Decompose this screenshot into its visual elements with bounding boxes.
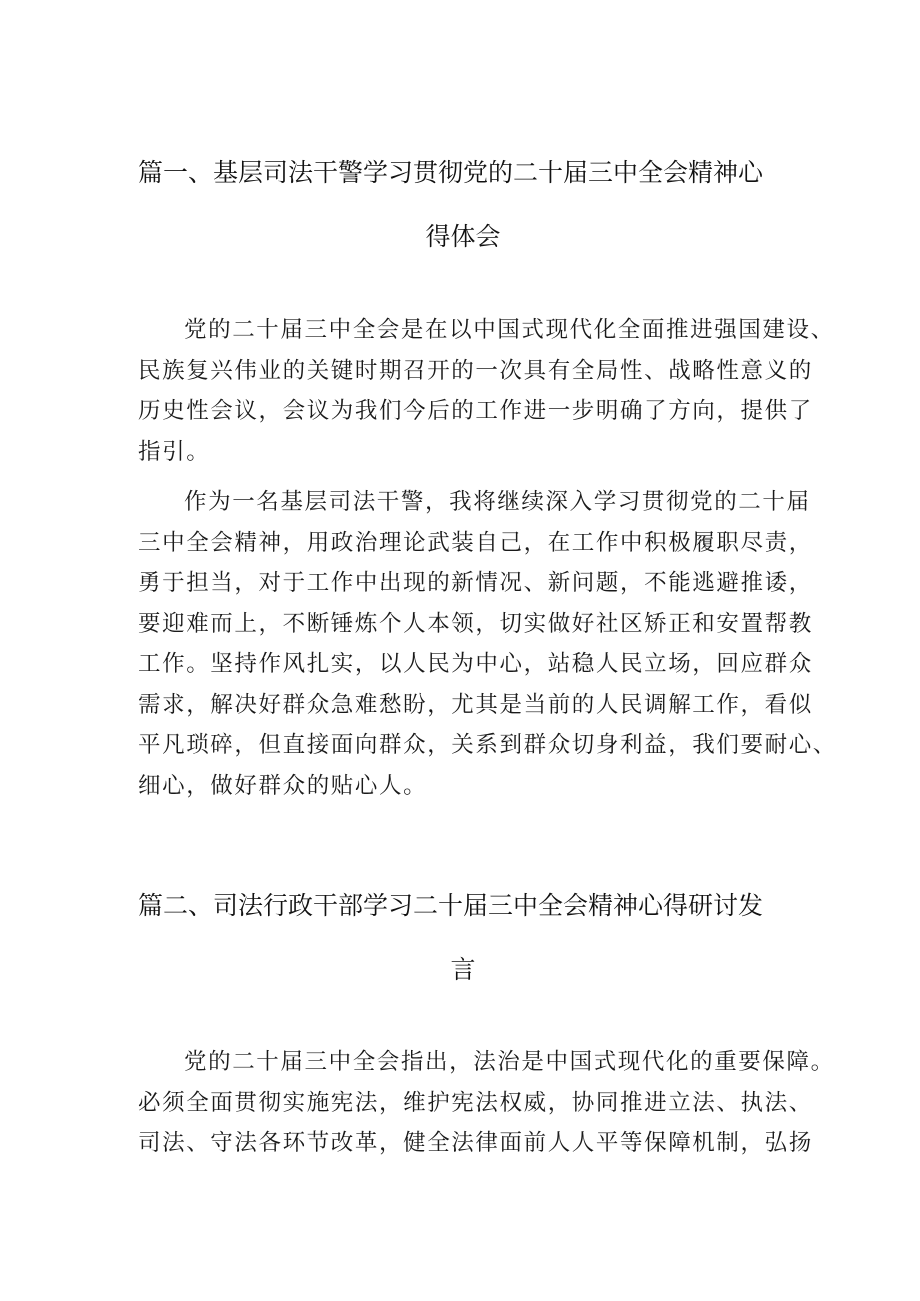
section-2-title-line-1: 篇二、司法行政干部学习二十届三中全会精神心得研讨发 <box>138 891 764 920</box>
section-2-title-line-2: 言 <box>450 955 476 984</box>
paragraph-line: 工作。坚持作风扎实，以人民为中心，站稳人民立场，回应群众 <box>138 651 813 677</box>
paragraph-line: 历史性会议，会议为我们今后的工作进一步明确了方向，提供了 <box>138 398 813 424</box>
section-1-title-line-2: 得体会 <box>425 222 501 251</box>
paragraph-line: 司法、守法各环节改革，健全法律面前人人平等保障机制，弘扬 <box>138 1130 813 1156</box>
section-2-title <box>138 874 788 1002</box>
paragraph-line: 必须全面贯彻实施宪法，维护宪法权威，协同推进立法、执法、 <box>138 1089 813 1116</box>
paragraph-line: 需求，解决好群众急难愁盼，尤其是当前的人民调解工作，看似 <box>138 691 813 718</box>
section-1-paragraph-1 <box>138 310 835 472</box>
paragraph-line: 三中全会精神，用政治理论武装自己，在工作中积极履职尽责， <box>138 529 813 556</box>
paragraph-line: 要迎难而上，不断锤炼个人本领，切实做好社区矫正和安置帮教 <box>138 610 813 637</box>
section-2-paragraph-1 <box>138 1042 835 1164</box>
paragraph-line: 民族复兴伟业的关键时期召开的一次具有全局性、战略性意义的 <box>138 357 813 384</box>
paragraph-line: 作为一名基层司法干警，我将继续深入学习贯彻党的二十届 <box>184 489 811 515</box>
paragraph-line: 细心，做好群众的贴心人。 <box>138 772 428 799</box>
paragraph-line: 党的二十届三中全会是在以中国式现代化全面推进强国建设、 <box>184 317 835 343</box>
paragraph-line: 党的二十届三中全会指出，法治是中国式现代化的重要保障。 <box>184 1049 835 1075</box>
section-1-paragraph-2 <box>138 482 837 806</box>
paragraph-line: 平凡琐碎，但直接面向群众，关系到群众切身利益，我们要耐心、 <box>138 732 837 758</box>
paragraph-line: 勇于担当，对于工作中出现的新情况、新问题，不能逃避推诿， <box>138 570 813 596</box>
section-1-title <box>138 141 788 269</box>
section-1-title-line-1: 篇一、基层司法干警学习贯彻党的二十届三中全会精神心 <box>138 158 764 187</box>
paragraph-line: 指引。 <box>138 438 211 465</box>
